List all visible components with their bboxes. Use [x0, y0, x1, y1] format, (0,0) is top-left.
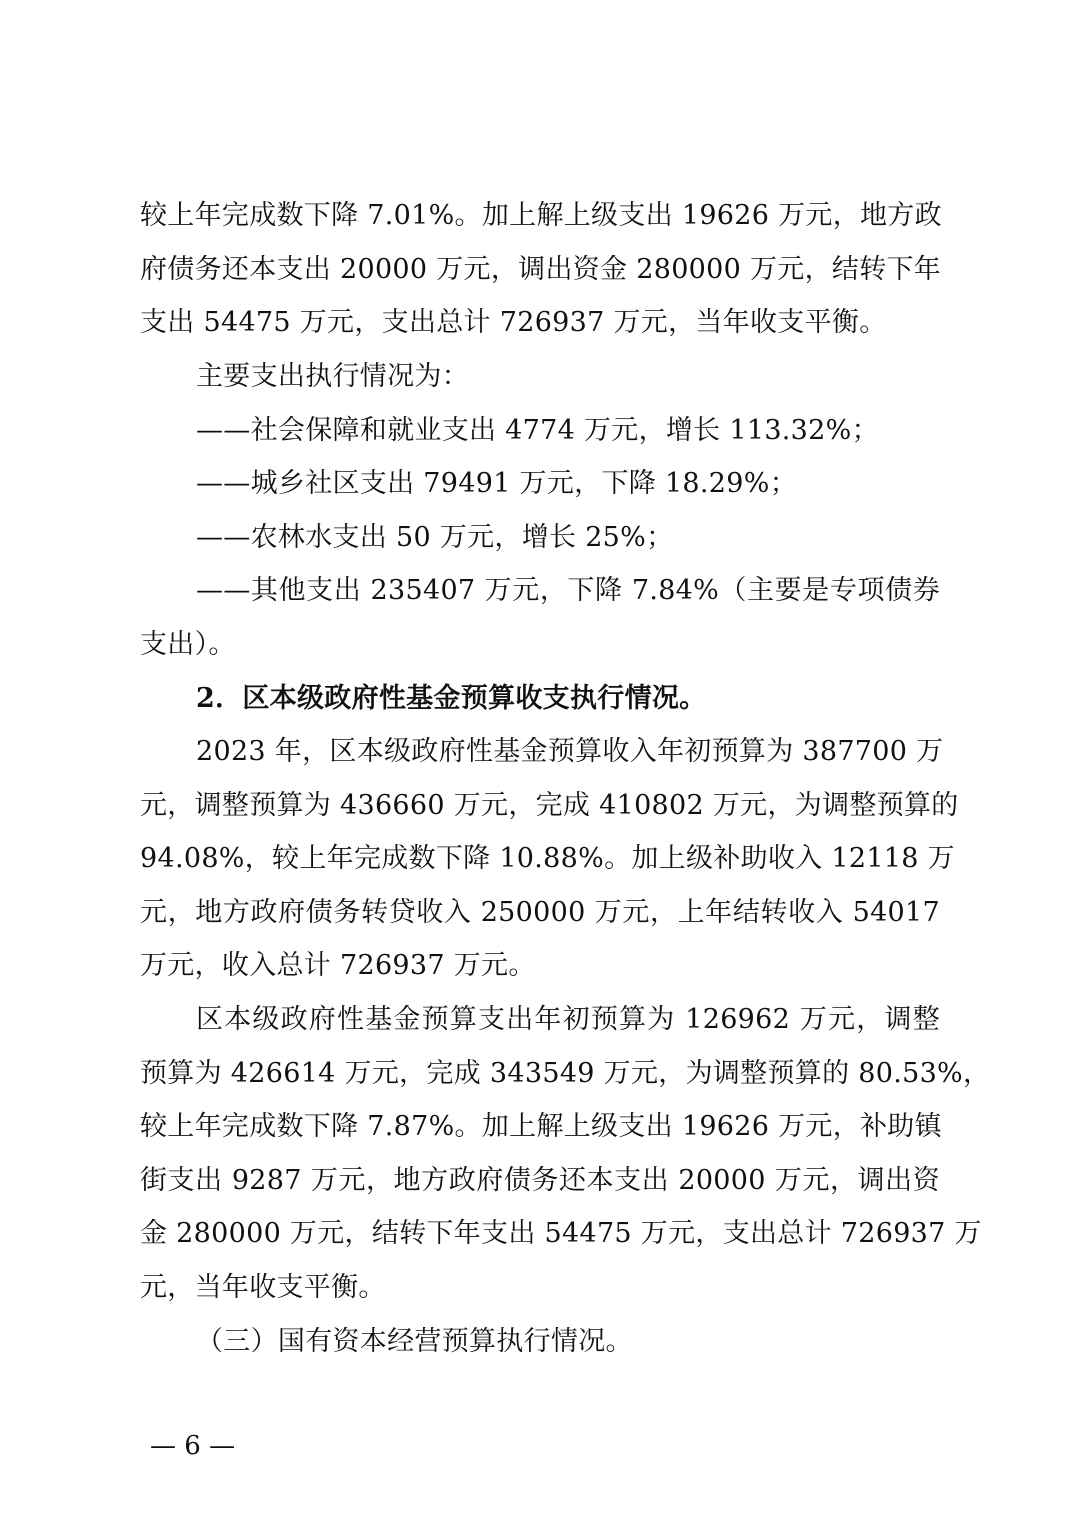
- body-text-line: 主要支出执行情况为：: [196, 361, 469, 392]
- list-item: ——农林水支出 50 万元，增长 25%；: [196, 522, 674, 553]
- body-text-line: 支出）。: [140, 629, 236, 660]
- body-text-line: 街支出 9287 万元，地方政府债务还本支出 20000 万元，调出资: [140, 1165, 940, 1196]
- body-text-line: 金 280000 万元，结转下年支出 54475 万元，支出总计 726937 万: [140, 1218, 982, 1249]
- body-text-line: 区本级政府性基金预算支出年初预算为 126962 万元，调整: [196, 1004, 940, 1035]
- body-text-line: 支出 54475 万元，支出总计 726937 万元，当年收支平衡。: [140, 307, 887, 338]
- section-heading: （三）国有资本经营预算执行情况。: [196, 1326, 633, 1357]
- body-text-line: 府债务还本支出 20000 万元，调出资金 280000 万元，结转下年: [140, 254, 942, 285]
- body-text-line: 万元，收入总计 726937 万元。: [140, 950, 536, 981]
- body-text-line: 94.08%，较上年完成数下降 10.88%。加上级补助收入 12118 万: [140, 843, 955, 874]
- list-item: ——其他支出 235407 万元，下降 7.84%（主要是专项债券: [196, 575, 940, 606]
- body-text-line: 预算为 426614 万元，完成 343549 万元，为调整预算的 80.53%，: [140, 1058, 991, 1089]
- body-text-line: 较上年完成数下降 7.87%。加上解上级支出 19626 万元，补助镇: [140, 1111, 942, 1142]
- body-text-line: 2023 年，区本级政府性基金预算收入年初预算为 387700 万: [196, 736, 944, 767]
- body-text-line: 元，调整预算为 436660 万元，完成 410802 万元，为调整预算的: [140, 790, 959, 821]
- page-number: — 6 —: [150, 1431, 236, 1461]
- section-heading: 2．区本级政府性基金预算收支执行情况。: [196, 683, 707, 714]
- body-text-line: 元，地方政府债务转贷收入 250000 万元，上年结转收入 54017: [140, 897, 940, 928]
- list-item: ——社会保障和就业支出 4774 万元，增长 113.32%；: [196, 415, 879, 446]
- list-item: ——城乡社区支出 79491 万元，下降 18.29%；: [196, 468, 797, 499]
- body-text-line: 元，当年收支平衡。: [140, 1272, 386, 1303]
- body-text-line: 较上年完成数下降 7.01%。加上解上级支出 19626 万元，地方政: [140, 200, 942, 231]
